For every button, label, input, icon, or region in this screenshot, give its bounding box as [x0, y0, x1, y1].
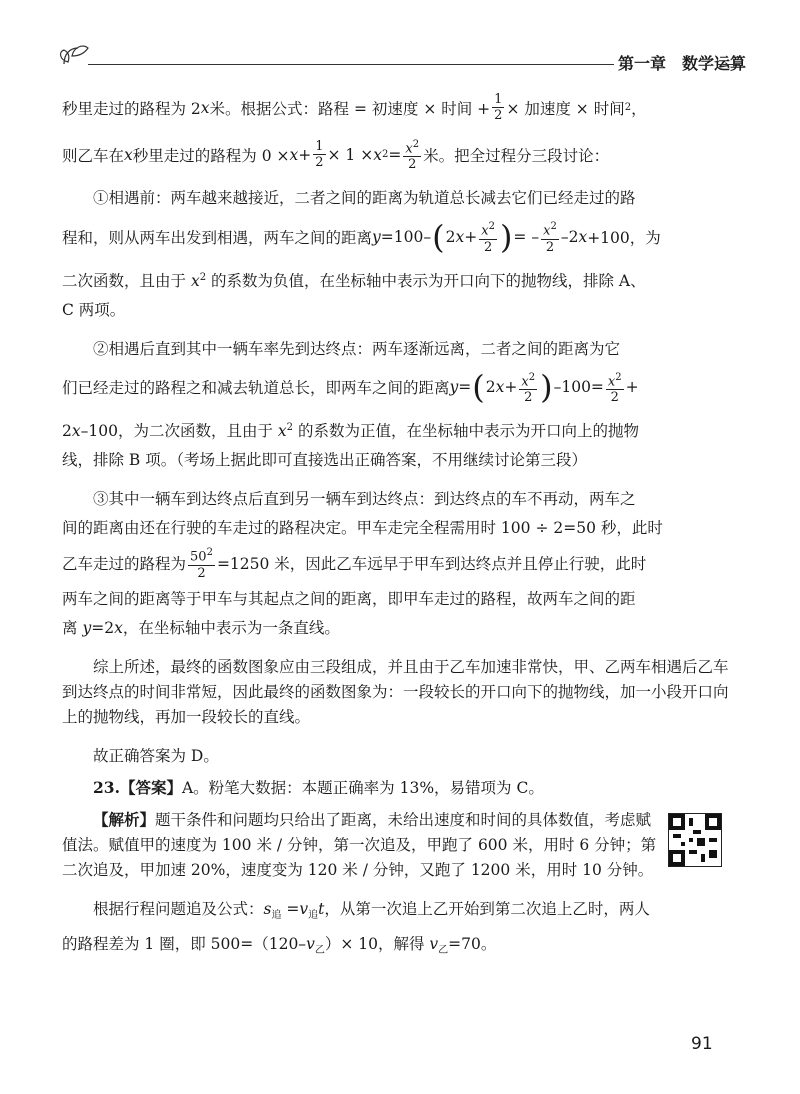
paragraph-case1-formula: 程和，则从两车出发到相遇，两车之间的距离 y =100– ( 2 x + $\frac{x^2}{2}$ ) = – $\frac{x^2}{2}$ –2 x +100，为	[62, 217, 661, 256]
formula-line-2: 则乙车在 x 秒里走过的路程为 0 × x + $\frac{1}{2}$ × 1 × x 2 = $\frac{x^2}{2}$ 米。把全过程分三段讨论：	[62, 139, 610, 173]
question-23-answer: 23.【答案】A。粉笔大数据：本题正确率为 13%，易错项为 C。	[93, 777, 544, 797]
fraction-half: $\frac{1}{2}$	[494, 92, 503, 123]
formula-line-1: 秒里走过的路程为 2 x 米。根据公式：路程 = 初速度 × 时间 + $\frac{1}{2}$ × 加速度 × 时间 2 ，	[62, 92, 647, 123]
paragraph-answer: 故正确答案为 D。	[93, 746, 219, 765]
sprout-icon	[58, 38, 92, 72]
header-rule-right	[718, 64, 740, 65]
paragraph-case2-line4: 线，排除 B 项。（考场上据此即可直接选出正确答案，不用继续讨论第三段）	[62, 451, 587, 470]
qr-code-icon[interactable]	[668, 813, 722, 867]
paragraph-case1-line1: ①相遇前：两车越来越接近，二者之间的距离为轨道总长减去它们已经走过的路	[93, 189, 636, 208]
chase-formula-line1: 根据行程问题追及公式：$s_追 =v_追t$，从第一次追上乙开始到第二次追上乙时，两人	[93, 899, 650, 921]
paragraph-summary: 综上所述，最终的函数图象应由三段组成，并且由于乙车加速非常快，甲、乙两车相遇后乙车到达终点的时间非常短，因此最终的函数图象为：一段较长的开口向下的抛物线，加一小段开口向上的抛物线，再加一段较长的直线。	[62, 657, 729, 726]
page-number: 91	[691, 1034, 713, 1054]
chase-formula-line2: 的路程差为 1 圈，即 $500=(120-v_乙)\times 10$，解得 $v_乙=70$。	[62, 934, 497, 956]
paragraph-case2-formula: 们已经走过的路程之和减去轨道总长，即两车之间的距离 y = ( 2 x + $\frac{x^2}{2}$ ) –100= $\frac{x^2}{2}$ +	[62, 368, 639, 407]
paragraph-case3-line5: 离 y=2x，在坐标轴中表示为一条直线。	[62, 618, 340, 637]
page-header	[58, 38, 747, 78]
paragraph-case2-line1: ②相遇后直到其中一辆车率先到达终点：两车逐渐远离，二者之间的距离为它	[93, 339, 621, 358]
paragraph-case3-line2: 间的距离由还在行驶的车走过的路程决定。甲车走完全程需用时 100 ÷ 2=50 秒，此时	[62, 519, 663, 538]
paragraph-case3-line4: 两车之间的距离等于甲车与其起点之间的距离，即甲车走过的路程，故两车之间的距	[62, 589, 636, 608]
page-body	[62, 92, 730, 977]
paragraph-case1-line4: C 两项。	[62, 300, 126, 319]
header-rule-left	[88, 64, 614, 65]
question-23-analysis: 【解析】题干条件和问题均只给出了距离，未给出速度和时间的具体数值，考虑赋值法。赋值甲的速度为 100 米 / 分钟，第一次追及，甲跑了 600 米，用时 6 分钟；第二次追及，甲加速 20%，速度变为 120 米 / 分钟，又跑了 1200 米，用时 10 分钟。	[62, 809, 657, 879]
paragraph-case2-line3: 2x–100，为二次函数，且由于 $x^2$ 的系数为正值，在坐标轴中表示为开口向上的抛物	[62, 422, 639, 441]
paragraph-case3-line1: ③其中一辆车到达终点后直到另一辆车到达终点：到达终点的车不再动，两车之	[93, 490, 636, 509]
chapter-title: 第一章 数学运算	[618, 54, 747, 73]
paragraph-case3-formula: 乙车走过的路程为 $\frac{50^2}{2}$ =1250 米，因此乙车远早于甲车到达终点并且停止行驶，此时	[62, 547, 647, 581]
paragraph-case1-line3: 二次函数，且由于 $x^2$ 的系数为负值，在坐标轴中表示为开口向下的抛物线，排除 A、	[62, 271, 646, 290]
